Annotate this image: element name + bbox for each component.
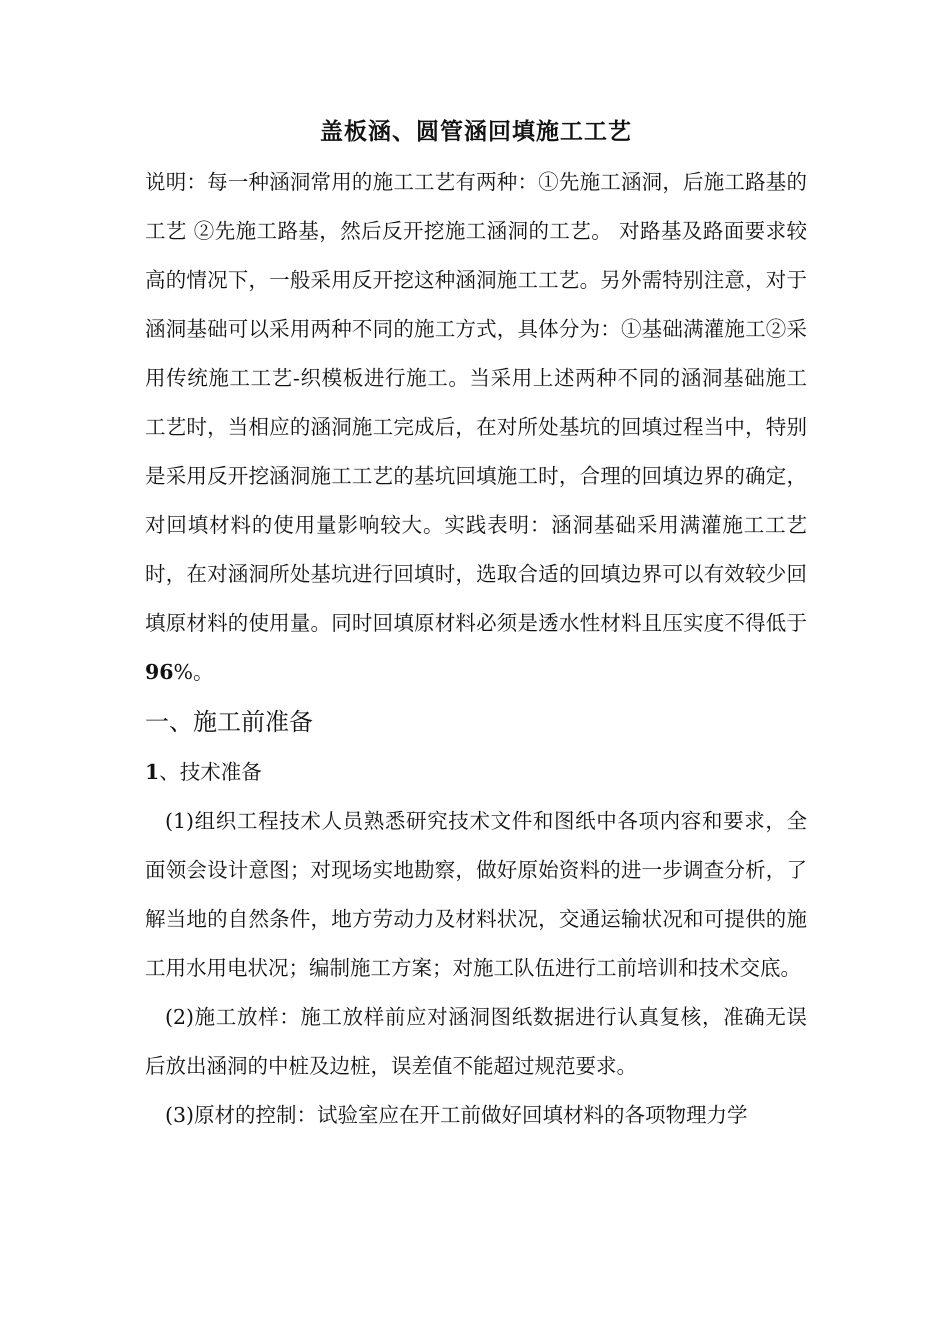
intro-paragraph xyxy=(145,158,807,697)
intro-text-end: %。 xyxy=(173,660,214,684)
list-item: (2)施工放样：施工放样前应对涵洞图纸数据进行认真复核，准确无误后放出涵洞的中桩及边桩，误差值不能超过规范要求。 xyxy=(145,1005,807,1078)
section-heading: 一、施工前准备 xyxy=(145,708,313,736)
document-title: 盖板涵、圆管涵回填施工工艺 xyxy=(320,118,632,145)
subsection-title: 、技术准备 xyxy=(159,760,262,784)
subsection-number: 1 xyxy=(145,760,160,784)
document-page xyxy=(145,112,807,1140)
list-item: (3)原材的控制：试验室应在开工前做好回填材料的各项物理力学 xyxy=(165,1103,748,1127)
list-item: (1)组织工程技术人员熟悉研究技术文件和图纸中各项内容和要求，全面领会设计意图；对现场实地勘察，做好原始资料的进一步调查分析，了解当地的自然条件，地方劳动力及材料状况，交通运输状况和可提供的施工用水用电状况；编制施工方案；对施工队伍进行工前培训和技术交底。 xyxy=(145,809,807,980)
intro-text: 说明：每一种涵洞常用的施工工艺有两种：①先施工涵洞，后施工路基的工艺 ②先施工路基，然后反开挖施工涵洞的工艺。 对路基及路面要求较高的情况下，一般采用反开挖这种涵洞施工工艺。另外需特别注意，对于涵洞基础可以采用两种不同的施工方式，具体分为：①基础满灌施工②采用传统施工工艺-织模板进行施工。当采用上述两种不同的涵洞基础施工工艺时，当相应的涵洞施工完成后，在对所处基坑的回填过程当中，特别是采用反开挖涵洞施工工艺的基坑回填施工时，合理的回填边界的确定，对回填材料的使用量影响较大。实践表明：涵洞基础采用满灌施工工艺时，在对涵洞所处基坑进行回填时，选取合适的回填边界可以有效较少回填原材料的使用量。同时回填原材料必须是透水性材料且压实度不得低于 xyxy=(145,170,807,635)
compaction-value: 96 xyxy=(145,660,174,684)
subsection-heading xyxy=(145,747,807,797)
